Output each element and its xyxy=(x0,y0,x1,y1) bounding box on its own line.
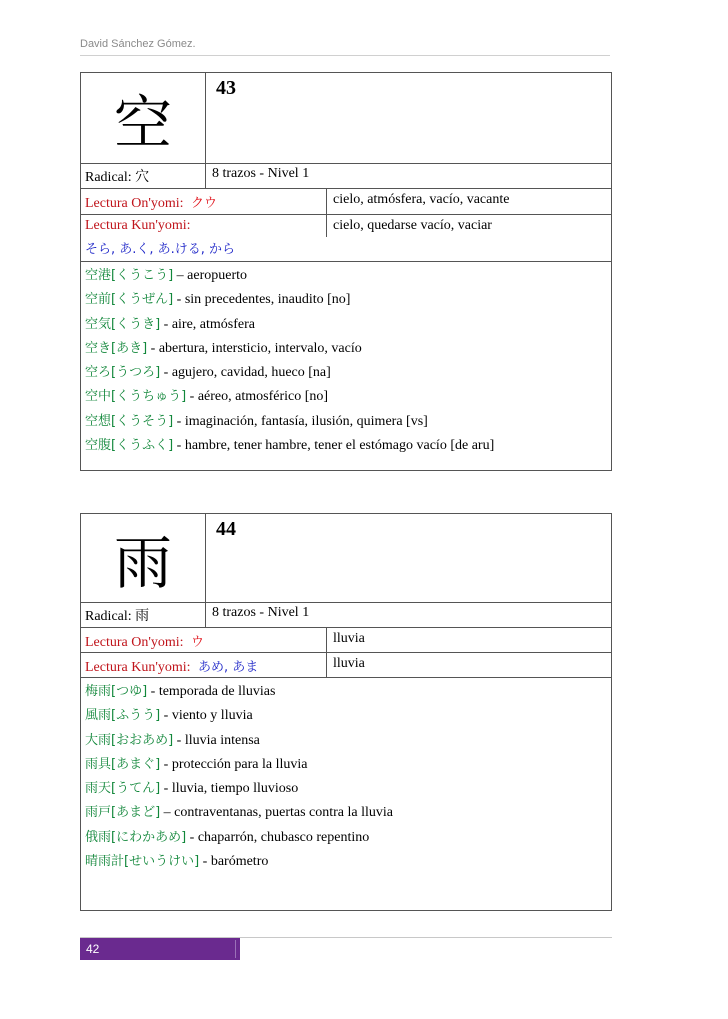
kanji-card-43 xyxy=(80,72,612,471)
kunyomi-label: Lectura Kun'yomi: xyxy=(85,218,191,233)
list-item: 空腹[くうふく] - hambre, tener hambre, tener el estómago vacío [de aru] xyxy=(85,438,495,454)
strokes-level: 8 trazos - Nivel 1 xyxy=(212,166,310,181)
vocab-list xyxy=(81,678,611,876)
kunyomi-meaning: cielo, quedarse vacío, vaciar xyxy=(333,218,492,233)
onyomi-reading: ウ xyxy=(191,635,205,650)
list-item: 晴雨計[せいうけい] - barómetro xyxy=(85,854,269,870)
page-footer xyxy=(80,937,612,961)
onyomi-label: Lectura On'yomi: xyxy=(85,635,184,650)
page-number: 42 xyxy=(80,938,240,960)
list-item: 雨天[うてん] - lluvia, tiempo lluvioso xyxy=(85,781,299,797)
kunyomi-row xyxy=(81,653,611,678)
page-header xyxy=(80,38,610,56)
list-item: 空前[くうぜん] - sin precedentes, inaudito [no] xyxy=(85,292,351,308)
list-item: 空気[くうき] - aire, atmósfera xyxy=(85,316,255,332)
kanji-glyph: 空 xyxy=(81,73,206,163)
kunyomi-meaning: lluvia xyxy=(333,656,365,671)
onyomi-row xyxy=(81,628,611,653)
kunyomi-reading: そら, あ.く, あ.ける, から xyxy=(85,242,236,257)
list-item: 空ろ[うつろ] - agujero, cavidad, hueco [na] xyxy=(85,365,331,381)
list-item: 大雨[おおあめ] - lluvia intensa xyxy=(85,732,260,748)
kanji-header-row xyxy=(81,73,611,164)
list-item: 空中[くうちゅう] - aéreo, atmosférico [no] xyxy=(85,389,329,405)
list-item: 梅雨[つゆ] - temporada de lluvias xyxy=(85,684,276,699)
kanji-card-44 xyxy=(80,513,612,911)
list-item: 空港[くうこう] – aeropuerto xyxy=(85,268,248,283)
radical-row xyxy=(81,164,611,189)
kanji-glyph: 雨 xyxy=(81,514,206,602)
onyomi-label: Lectura On'yomi: xyxy=(85,196,184,211)
radical-row xyxy=(81,603,611,628)
kanji-number: 44 xyxy=(216,518,236,540)
onyomi-reading: クウ xyxy=(191,196,218,211)
list-item: 風雨[ふうう] - viento y lluvia xyxy=(85,708,253,724)
kanji-number: 43 xyxy=(216,77,236,99)
onyomi-meaning: lluvia xyxy=(333,631,365,646)
kunyomi-block xyxy=(81,215,611,262)
list-item: 俄雨[にわかあめ] - chaparrón, chubasco repentino xyxy=(85,829,370,845)
kunyomi-label: Lectura Kun'yomi: xyxy=(85,660,191,675)
radical-label: Radical: 穴 xyxy=(81,164,206,188)
list-item: 空想[くうそう] - imaginación, fantasía, ilusión, quimera [vs] xyxy=(85,413,428,429)
kunyomi-reading: あめ, あま xyxy=(198,660,259,675)
radical-label: Radical: 雨 xyxy=(81,603,206,627)
list-item: 空き[あき] - abertura, intersticio, intervalo, vacío xyxy=(85,340,362,356)
kanji-header-row xyxy=(81,514,611,603)
author-name: David Sánchez Gómez. xyxy=(80,38,196,50)
strokes-level: 8 trazos - Nivel 1 xyxy=(212,605,310,620)
vocab-list xyxy=(81,262,611,460)
list-item: 雨戸[あまど] – contraventanas, puertas contra la lluvia xyxy=(85,805,394,821)
onyomi-meaning: cielo, atmósfera, vacío, vacante xyxy=(333,192,510,207)
list-item: 雨具[あまぐ] - protección para la lluvia xyxy=(85,756,308,772)
onyomi-row xyxy=(81,189,611,215)
